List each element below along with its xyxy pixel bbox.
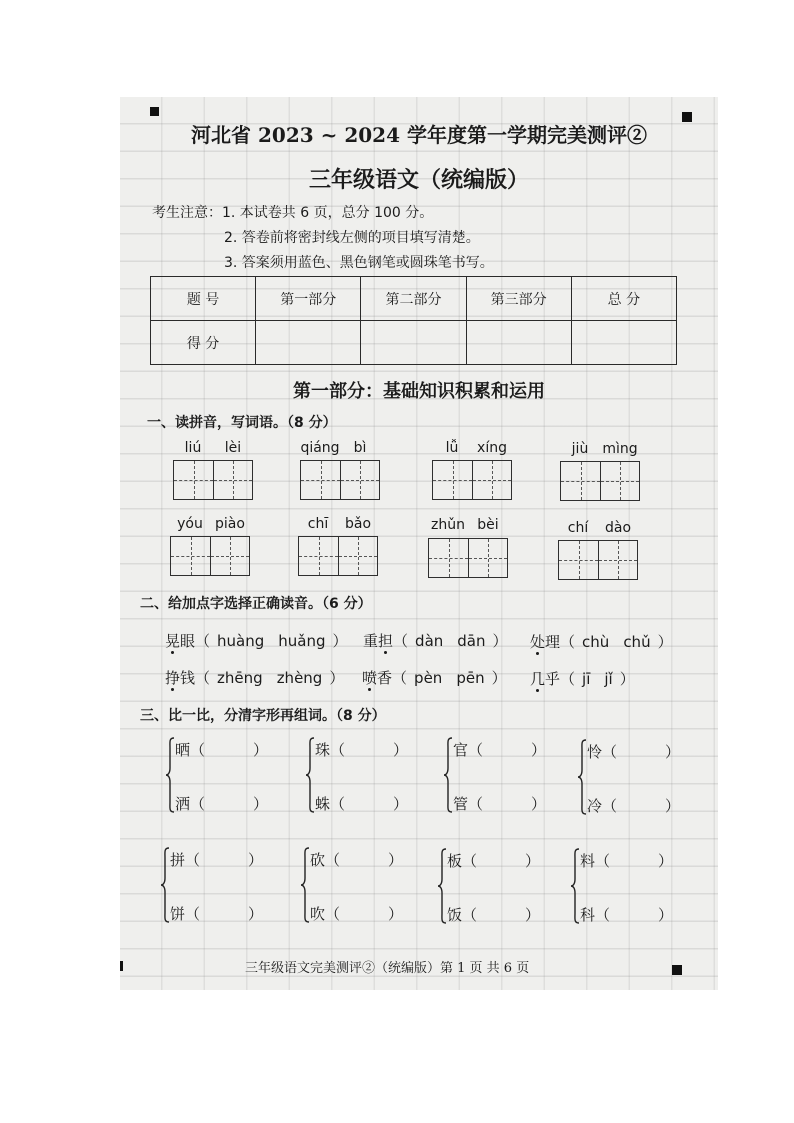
- open-paren: （: [595, 852, 611, 870]
- question-two-heading: 二、给加点字选择正确读音。（6 分）: [140, 596, 372, 612]
- pair-bottom-line: [310, 904, 403, 924]
- pinyin-syllable: bì: [353, 440, 367, 456]
- brace-icon: [300, 847, 310, 923]
- pinyin-syllable: xíng: [477, 440, 507, 456]
- reading-choice-item: [530, 632, 673, 652]
- open-paren: （: [195, 632, 211, 650]
- score-table-score-row: [151, 321, 677, 365]
- pinyin-syllable: piào: [215, 516, 245, 532]
- writing-cell[interactable]: [468, 539, 507, 577]
- close-paren: ）: [525, 906, 541, 924]
- writing-grid: [173, 460, 253, 500]
- writing-cell[interactable]: [561, 462, 600, 500]
- pinyin-syllable: yóu: [177, 516, 203, 532]
- open-paren: （: [190, 795, 206, 813]
- brace-icon: [160, 847, 170, 923]
- registration-mark-bottom-right: [672, 965, 682, 975]
- writing-cell[interactable]: [429, 539, 468, 577]
- open-paren: （: [185, 905, 201, 923]
- word-char: 眼: [180, 632, 196, 650]
- writing-cell[interactable]: [174, 461, 213, 499]
- note-item: 3. 答案须用蓝色、黑色钢笔或圆珠笔书写。: [224, 255, 494, 271]
- pair-top-line: [170, 850, 263, 870]
- pair-bottom-line: [315, 794, 408, 814]
- word-char: 喷: [362, 669, 378, 687]
- close-paren: ）: [329, 669, 345, 687]
- close-paren: ）: [393, 741, 409, 759]
- word-char: 理: [545, 633, 561, 651]
- pair-char: 晒: [175, 741, 191, 759]
- notes-line-1: [152, 204, 433, 222]
- writing-cell[interactable]: [472, 461, 511, 499]
- pair-char: 料: [580, 852, 596, 870]
- close-paren: ）: [531, 741, 547, 759]
- pair-char: 洒: [175, 795, 191, 813]
- close-paren: ）: [658, 852, 674, 870]
- pinyin-syllable: lèi: [224, 440, 242, 456]
- close-paren: ）: [531, 795, 547, 813]
- pinyin-syllable: zhǔn: [431, 517, 465, 533]
- close-paren: ）: [619, 670, 635, 688]
- pair-char: 饭: [447, 906, 463, 924]
- brace-icon: [570, 848, 580, 924]
- pinyin-label: [558, 519, 638, 537]
- reading-option[interactable]: dàn: [415, 632, 444, 650]
- brace-icon: [437, 848, 447, 924]
- writing-cell[interactable]: [600, 462, 639, 500]
- exam-subtitle: 三年级语文（统编版）: [308, 167, 529, 193]
- pinyin-label: [298, 515, 378, 533]
- score-cell-total[interactable]: [571, 321, 676, 365]
- pair-top-line: [587, 742, 680, 762]
- close-paren: ）: [658, 906, 674, 924]
- pair-top-line: [315, 740, 408, 760]
- open-paren: （: [393, 632, 409, 650]
- pair-bottom-line: [170, 904, 263, 924]
- header-part-one: 第一部分: [256, 277, 361, 321]
- writing-grid: [558, 540, 638, 580]
- pair-char: 蛛: [315, 795, 331, 813]
- pair-char: 砍: [310, 851, 326, 869]
- pair-char: 冷: [587, 797, 603, 815]
- score-table: [150, 276, 677, 365]
- brace-icon: [305, 737, 315, 813]
- close-paren: ）: [248, 851, 264, 869]
- pair-top-line: [175, 740, 268, 760]
- header-total: 总 分: [571, 277, 676, 321]
- word-char: 乎: [545, 670, 561, 688]
- pair-top-line: [310, 850, 403, 870]
- open-paren: （: [602, 797, 618, 815]
- open-paren: （: [195, 669, 211, 687]
- question-one-heading: 一、读拼音，写词语。（8 分）: [147, 415, 337, 431]
- word-char: 钱: [180, 669, 196, 687]
- reading-choice-item: [363, 631, 508, 651]
- pinyin-label: [560, 440, 640, 458]
- pinyin-label: [432, 439, 512, 457]
- pinyin-syllable: mìng: [602, 441, 638, 457]
- brace-icon: [577, 739, 587, 815]
- pinyin-label: [300, 439, 380, 457]
- pinyin-label: [173, 439, 253, 457]
- close-paren: ）: [393, 795, 409, 813]
- header-part-two: 第二部分: [361, 277, 466, 321]
- header-part-three: 第三部分: [466, 277, 571, 321]
- brace-icon: [443, 737, 453, 813]
- page-footer: 三年级语文完美测评②（统编版）第 1 页 共 6 页: [245, 961, 530, 976]
- open-paren: （: [325, 905, 341, 923]
- open-paren: （: [602, 743, 618, 761]
- exam-title: 河北省 2023 ~ 2024 学年度第一学期完美测评②: [191, 123, 647, 147]
- pinyin-syllable: chī: [307, 516, 329, 532]
- reading-choice-item: [165, 631, 348, 651]
- note-item: 1. 本试卷共 6 页，总分 100 分。: [222, 205, 434, 221]
- pair-char: 怜: [587, 743, 603, 761]
- writing-cell[interactable]: [338, 537, 377, 575]
- word-char: 重: [363, 632, 379, 650]
- pinyin-syllable: liú: [184, 440, 202, 456]
- writing-cell[interactable]: [210, 537, 249, 575]
- reading-option[interactable]: huǎng: [278, 632, 326, 650]
- pair-top-line: [580, 851, 673, 871]
- pinyin-syllable: jiù: [571, 441, 589, 457]
- reading-choice-item: [530, 669, 635, 689]
- close-paren: ）: [253, 795, 269, 813]
- reading-choice-item: [165, 668, 344, 688]
- score-cell-part-two[interactable]: [361, 321, 466, 365]
- pair-top-line: [447, 851, 540, 871]
- close-paren: ）: [657, 633, 673, 651]
- word-char: 香: [377, 669, 393, 687]
- writing-cell[interactable]: [433, 461, 472, 499]
- score-row-label: 得 分: [151, 321, 256, 365]
- open-paren: （: [462, 906, 478, 924]
- close-paren: ）: [332, 632, 348, 650]
- writing-cell[interactable]: [171, 537, 210, 575]
- close-paren: ）: [665, 743, 681, 761]
- word-char: 担: [378, 632, 394, 650]
- close-paren: ）: [388, 905, 404, 923]
- pair-bottom-line: [453, 794, 546, 814]
- writing-grid: [432, 460, 512, 500]
- question-three-heading: 三、比一比，分清字形再组词。（8 分）: [140, 708, 386, 724]
- pair-bottom-line: [587, 796, 680, 816]
- reading-option[interactable]: dān: [457, 632, 486, 650]
- reading-choice-item: [362, 668, 507, 688]
- reading-option[interactable]: pēn: [456, 669, 485, 687]
- writing-cell[interactable]: [299, 537, 338, 575]
- reading-option[interactable]: jī: [582, 670, 591, 688]
- open-paren: （: [392, 669, 408, 687]
- pair-char: 官: [453, 741, 469, 759]
- open-paren: （: [190, 741, 206, 759]
- close-paren: ）: [388, 851, 404, 869]
- writing-grid: [298, 536, 378, 576]
- word-char: 晃: [165, 632, 181, 650]
- close-paren: ）: [665, 797, 681, 815]
- pair-bottom-line: [447, 905, 540, 925]
- pair-char: 吹: [310, 905, 326, 923]
- pinyin-syllable: bǎo: [344, 516, 372, 532]
- pair-char: 科: [580, 906, 596, 924]
- reading-option[interactable]: zhèng: [276, 669, 323, 687]
- word-char: 挣: [165, 669, 181, 687]
- close-paren: ）: [492, 632, 508, 650]
- pair-char: 饼: [170, 905, 186, 923]
- open-paren: （: [330, 795, 346, 813]
- reading-option[interactable]: chù: [582, 633, 610, 651]
- writing-grid: [170, 536, 250, 576]
- reading-option[interactable]: chǔ: [623, 633, 651, 651]
- note-item: 2. 答卷前将密封线左侧的项目填写清楚。: [224, 230, 480, 246]
- pair-char: 珠: [315, 741, 331, 759]
- open-paren: （: [468, 741, 484, 759]
- pair-top-line: [453, 740, 546, 760]
- close-paren: ）: [253, 741, 269, 759]
- open-paren: （: [595, 906, 611, 924]
- reading-option[interactable]: jǐ: [604, 670, 613, 688]
- pair-char: 板: [447, 852, 463, 870]
- word-char: 几: [530, 670, 546, 688]
- open-paren: （: [462, 852, 478, 870]
- open-paren: （: [185, 851, 201, 869]
- pair-bottom-line: [580, 905, 673, 925]
- pinyin-syllable: dào: [604, 520, 632, 536]
- pinyin-syllable: chí: [567, 520, 589, 536]
- close-paren: ）: [491, 669, 507, 687]
- exam-paper: [120, 97, 718, 990]
- reading-option[interactable]: huàng: [217, 632, 265, 650]
- writing-cell[interactable]: [301, 461, 340, 499]
- writing-cell[interactable]: [559, 541, 598, 579]
- open-paren: （: [325, 851, 341, 869]
- pinyin-syllable: bèi: [477, 517, 499, 533]
- open-paren: （: [468, 795, 484, 813]
- writing-grid: [428, 538, 508, 578]
- pinyin-syllable: qiáng: [300, 440, 340, 456]
- brace-icon: [165, 737, 175, 813]
- reading-option[interactable]: pèn: [414, 669, 443, 687]
- writing-cell[interactable]: [340, 461, 379, 499]
- close-paren: ）: [525, 852, 541, 870]
- notes-label: 考生注意：: [152, 205, 222, 221]
- open-paren: （: [330, 741, 346, 759]
- reading-option[interactable]: zhēng: [217, 669, 263, 687]
- registration-mark-bottom-left: [120, 961, 123, 971]
- word-char: 处: [530, 633, 546, 651]
- writing-grid: [300, 460, 380, 500]
- header-question-number: 题 号: [151, 277, 256, 321]
- pinyin-label: [428, 516, 508, 534]
- pair-char: 拼: [170, 851, 186, 869]
- registration-mark-top-left: [150, 107, 159, 116]
- writing-grid: [560, 461, 640, 501]
- score-table-header-row: [151, 277, 677, 321]
- writing-cell[interactable]: [598, 541, 637, 579]
- pair-char: 管: [453, 795, 469, 813]
- score-cell-part-three[interactable]: [466, 321, 571, 365]
- open-paren: （: [560, 633, 576, 651]
- score-cell-part-one[interactable]: [256, 321, 361, 365]
- writing-cell[interactable]: [213, 461, 252, 499]
- pinyin-label: [170, 515, 250, 533]
- open-paren: （: [560, 670, 576, 688]
- pair-bottom-line: [175, 794, 268, 814]
- pinyin-syllable: lǚ: [445, 440, 459, 456]
- close-paren: ）: [248, 905, 264, 923]
- part-one-title: 第一部分：基础知识积累和运用: [293, 381, 545, 402]
